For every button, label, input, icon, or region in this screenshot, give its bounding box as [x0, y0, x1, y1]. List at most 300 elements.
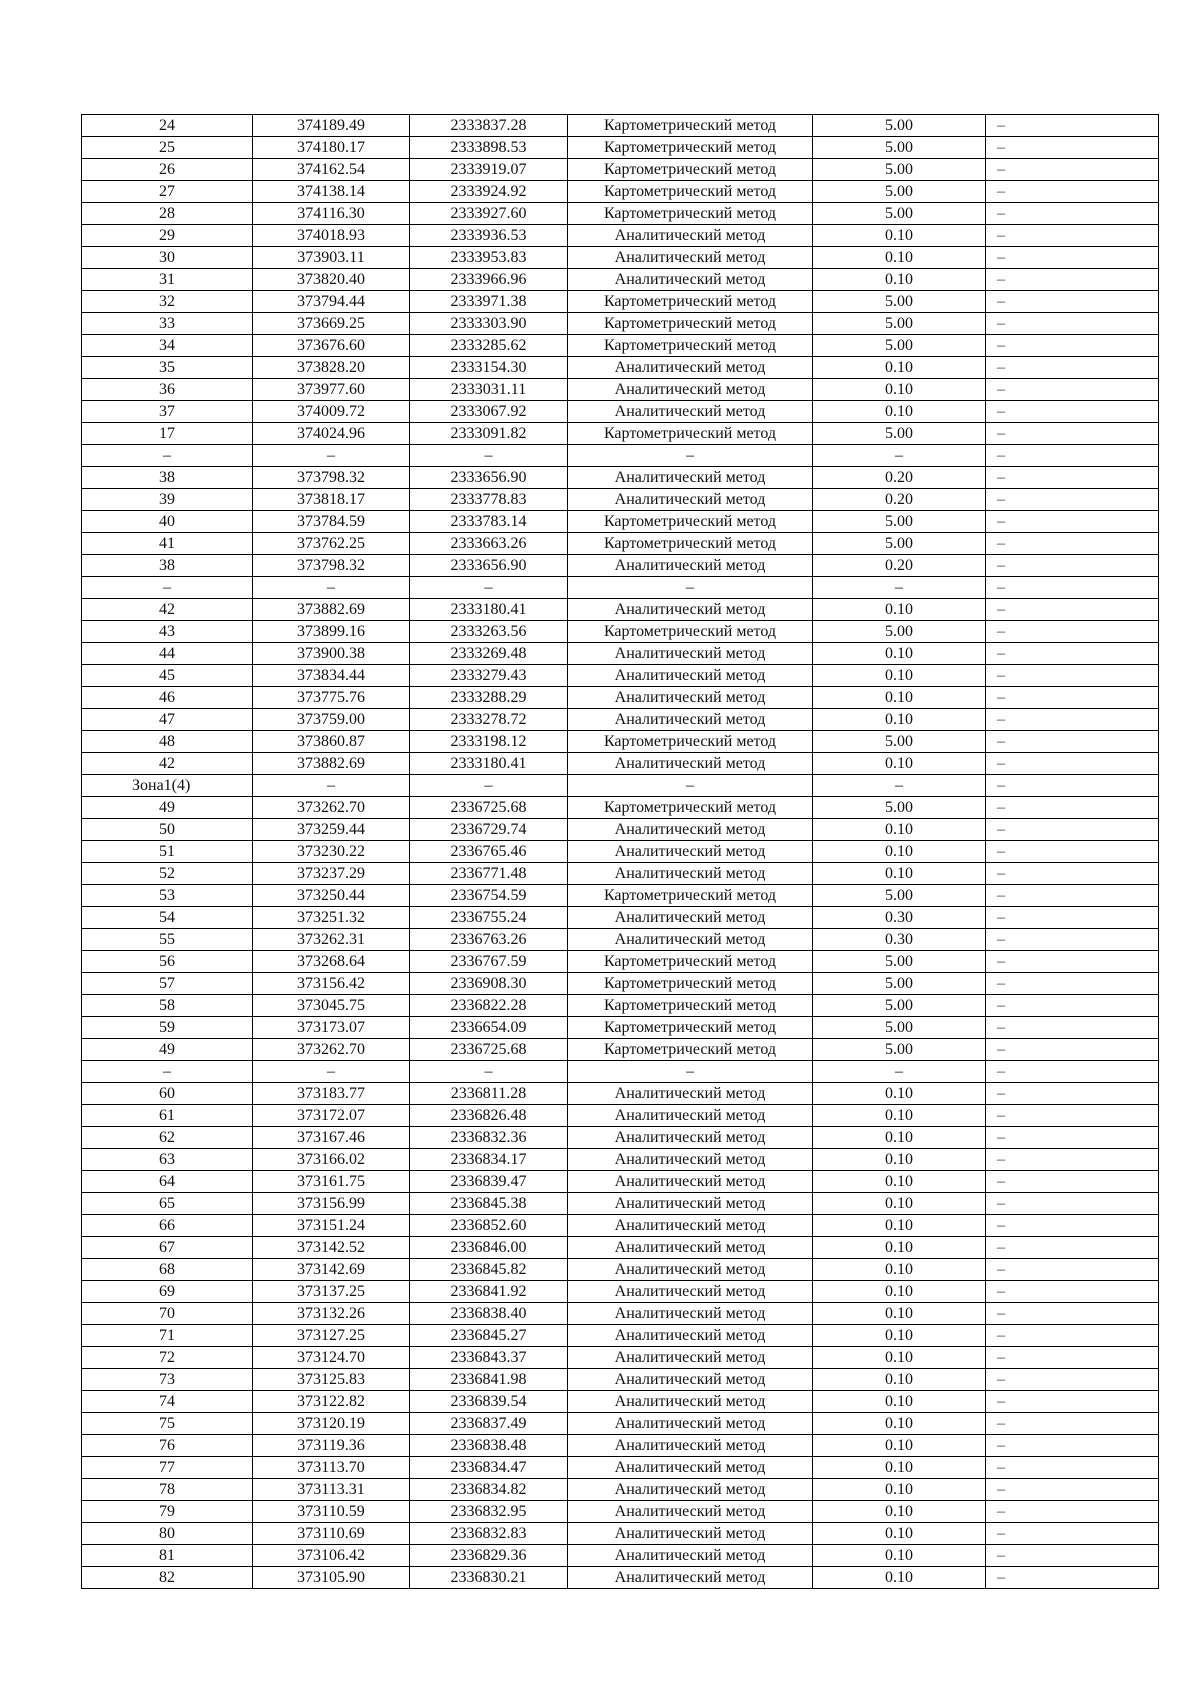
x-coordinate-cell: –: [253, 577, 410, 599]
y-coordinate-cell: 2336838.48: [410, 1435, 568, 1457]
extra-cell: –: [986, 1303, 1159, 1325]
y-coordinate-cell: 2336830.21: [410, 1567, 568, 1589]
y-coordinate-cell: 2336834.82: [410, 1479, 568, 1501]
y-coordinate-cell: –: [410, 445, 568, 467]
method-cell: Картометрический метод: [568, 181, 813, 203]
extra-cell: –: [986, 1347, 1159, 1369]
table-row: [82, 775, 1159, 797]
accuracy-cell: 0.20: [813, 467, 986, 489]
x-coordinate-cell: 373110.69: [253, 1523, 410, 1545]
point-number-cell: 54: [82, 907, 253, 929]
accuracy-cell: 5.00: [813, 335, 986, 357]
table-row: [82, 1259, 1159, 1281]
method-cell: Аналитический метод: [568, 379, 813, 401]
method-cell: Аналитический метод: [568, 1281, 813, 1303]
x-coordinate-cell: 373167.46: [253, 1127, 410, 1149]
extra-cell: –: [986, 1391, 1159, 1413]
extra-cell: –: [986, 1479, 1159, 1501]
method-cell: Картометрический метод: [568, 1017, 813, 1039]
y-coordinate-cell: 2333288.29: [410, 687, 568, 709]
method-cell: Картометрический метод: [568, 423, 813, 445]
x-coordinate-cell: 373122.82: [253, 1391, 410, 1413]
method-cell: Аналитический метод: [568, 1435, 813, 1457]
method-cell: Картометрический метод: [568, 621, 813, 643]
accuracy-cell: 0.10: [813, 1281, 986, 1303]
accuracy-cell: 0.10: [813, 357, 986, 379]
point-number-cell: 72: [82, 1347, 253, 1369]
accuracy-cell: 0.10: [813, 1171, 986, 1193]
method-cell: Аналитический метод: [568, 1457, 813, 1479]
point-number-cell: 77: [82, 1457, 253, 1479]
method-cell: Картометрический метод: [568, 335, 813, 357]
extra-cell: –: [986, 709, 1159, 731]
accuracy-cell: 5.00: [813, 533, 986, 555]
extra-cell: –: [986, 137, 1159, 159]
accuracy-cell: –: [813, 1061, 986, 1083]
y-coordinate-cell: 2333663.26: [410, 533, 568, 555]
y-coordinate-cell: 2333971.38: [410, 291, 568, 313]
x-coordinate-cell: 373156.99: [253, 1193, 410, 1215]
method-cell: Аналитический метод: [568, 225, 813, 247]
method-cell: Картометрический метод: [568, 137, 813, 159]
y-coordinate-cell: 2336852.60: [410, 1215, 568, 1237]
accuracy-cell: 0.10: [813, 753, 986, 775]
x-coordinate-cell: 373166.02: [253, 1149, 410, 1171]
x-coordinate-cell: 373137.25: [253, 1281, 410, 1303]
y-coordinate-cell: 2336654.09: [410, 1017, 568, 1039]
y-coordinate-cell: 2336845.38: [410, 1193, 568, 1215]
extra-cell: –: [986, 1149, 1159, 1171]
extra-cell: –: [986, 929, 1159, 951]
table-row: [82, 1039, 1159, 1061]
y-coordinate-cell: –: [410, 775, 568, 797]
x-coordinate-cell: 373900.38: [253, 643, 410, 665]
point-number-cell: 59: [82, 1017, 253, 1039]
method-cell: Картометрический метод: [568, 995, 813, 1017]
table-row: [82, 885, 1159, 907]
table-row: [82, 599, 1159, 621]
y-coordinate-cell: 2333778.83: [410, 489, 568, 511]
x-coordinate-cell: 373250.44: [253, 885, 410, 907]
extra-cell: –: [986, 885, 1159, 907]
method-cell: Картометрический метод: [568, 533, 813, 555]
extra-cell: –: [986, 313, 1159, 335]
point-number-cell: –: [82, 577, 253, 599]
point-number-cell: 30: [82, 247, 253, 269]
extra-cell: –: [986, 181, 1159, 203]
x-coordinate-cell: 373268.64: [253, 951, 410, 973]
point-number-cell: 74: [82, 1391, 253, 1413]
extra-cell: –: [986, 203, 1159, 225]
x-coordinate-cell: 374180.17: [253, 137, 410, 159]
extra-cell: –: [986, 445, 1159, 467]
table-row: [82, 665, 1159, 687]
method-cell: Аналитический метод: [568, 1413, 813, 1435]
extra-cell: –: [986, 159, 1159, 181]
accuracy-cell: 0.10: [813, 599, 986, 621]
y-coordinate-cell: 2336908.30: [410, 973, 568, 995]
x-coordinate-cell: 373132.26: [253, 1303, 410, 1325]
y-coordinate-cell: 2336846.00: [410, 1237, 568, 1259]
x-coordinate-cell: 374116.30: [253, 203, 410, 225]
x-coordinate-cell: 373251.32: [253, 907, 410, 929]
y-coordinate-cell: 2336763.26: [410, 929, 568, 951]
x-coordinate-cell: 373775.76: [253, 687, 410, 709]
extra-cell: –: [986, 555, 1159, 577]
x-coordinate-cell: 373151.24: [253, 1215, 410, 1237]
accuracy-cell: 0.10: [813, 1303, 986, 1325]
method-cell: Картометрический метод: [568, 203, 813, 225]
point-number-cell: 43: [82, 621, 253, 643]
extra-cell: –: [986, 1457, 1159, 1479]
x-coordinate-cell: 373120.19: [253, 1413, 410, 1435]
point-number-cell: 53: [82, 885, 253, 907]
table-row: [82, 357, 1159, 379]
method-cell: Аналитический метод: [568, 1325, 813, 1347]
method-cell: Аналитический метод: [568, 1369, 813, 1391]
table-row: [82, 1391, 1159, 1413]
accuracy-cell: 0.10: [813, 1215, 986, 1237]
x-coordinate-cell: 373262.31: [253, 929, 410, 951]
accuracy-cell: 0.10: [813, 1457, 986, 1479]
extra-cell: –: [986, 357, 1159, 379]
y-coordinate-cell: 2336843.37: [410, 1347, 568, 1369]
extra-cell: –: [986, 1281, 1159, 1303]
accuracy-cell: 5.00: [813, 181, 986, 203]
coordinates-table: [81, 114, 1159, 1589]
y-coordinate-cell: 2333656.90: [410, 467, 568, 489]
accuracy-cell: 0.10: [813, 401, 986, 423]
accuracy-cell: 5.00: [813, 621, 986, 643]
extra-cell: –: [986, 423, 1159, 445]
method-cell: Аналитический метод: [568, 1193, 813, 1215]
table-row: [82, 1193, 1159, 1215]
point-number-cell: 39: [82, 489, 253, 511]
method-cell: –: [568, 1061, 813, 1083]
y-coordinate-cell: 2333898.53: [410, 137, 568, 159]
accuracy-cell: 0.10: [813, 1127, 986, 1149]
method-cell: Аналитический метод: [568, 1105, 813, 1127]
x-coordinate-cell: 373142.69: [253, 1259, 410, 1281]
extra-cell: –: [986, 291, 1159, 313]
method-cell: Аналитический метод: [568, 665, 813, 687]
table-row: [82, 1457, 1159, 1479]
accuracy-cell: 5.00: [813, 995, 986, 1017]
accuracy-cell: 0.10: [813, 247, 986, 269]
method-cell: Аналитический метод: [568, 1523, 813, 1545]
table-row: [82, 379, 1159, 401]
table-row: [82, 1105, 1159, 1127]
point-number-cell: 82: [82, 1567, 253, 1589]
accuracy-cell: 0.10: [813, 1391, 986, 1413]
point-number-cell: 27: [82, 181, 253, 203]
method-cell: Аналитический метод: [568, 687, 813, 709]
extra-cell: –: [986, 753, 1159, 775]
y-coordinate-cell: 2333180.41: [410, 599, 568, 621]
method-cell: Аналитический метод: [568, 467, 813, 489]
x-coordinate-cell: –: [253, 775, 410, 797]
y-coordinate-cell: 2336754.59: [410, 885, 568, 907]
table-row: [82, 929, 1159, 951]
table-row: [82, 335, 1159, 357]
point-number-cell: 31: [82, 269, 253, 291]
method-cell: Аналитический метод: [568, 709, 813, 731]
y-coordinate-cell: 2336839.54: [410, 1391, 568, 1413]
extra-cell: –: [986, 225, 1159, 247]
y-coordinate-cell: 2336767.59: [410, 951, 568, 973]
extra-cell: –: [986, 1193, 1159, 1215]
point-number-cell: 78: [82, 1479, 253, 1501]
point-number-cell: 36: [82, 379, 253, 401]
table-row: [82, 1171, 1159, 1193]
method-cell: –: [568, 775, 813, 797]
method-cell: Аналитический метод: [568, 1171, 813, 1193]
accuracy-cell: 0.10: [813, 1325, 986, 1347]
point-number-cell: 42: [82, 753, 253, 775]
point-number-cell: 52: [82, 863, 253, 885]
method-cell: –: [568, 445, 813, 467]
extra-cell: –: [986, 247, 1159, 269]
point-number-cell: 48: [82, 731, 253, 753]
y-coordinate-cell: 2333285.62: [410, 335, 568, 357]
point-number-cell: 42: [82, 599, 253, 621]
point-number-cell: 32: [82, 291, 253, 313]
x-coordinate-cell: 373106.42: [253, 1545, 410, 1567]
extra-cell: –: [986, 1325, 1159, 1347]
method-cell: Аналитический метод: [568, 1127, 813, 1149]
y-coordinate-cell: 2336841.92: [410, 1281, 568, 1303]
accuracy-cell: 0.10: [813, 1259, 986, 1281]
table-row: [82, 951, 1159, 973]
table-row: [82, 247, 1159, 269]
x-coordinate-cell: 373882.69: [253, 599, 410, 621]
point-number-cell: 51: [82, 841, 253, 863]
x-coordinate-cell: 373142.52: [253, 1237, 410, 1259]
point-number-cell: 38: [82, 467, 253, 489]
method-cell: Картометрический метод: [568, 973, 813, 995]
point-number-cell: 49: [82, 1039, 253, 1061]
x-coordinate-cell: 373230.22: [253, 841, 410, 863]
table-row: [82, 907, 1159, 929]
table-row: [82, 1237, 1159, 1259]
extra-cell: –: [986, 467, 1159, 489]
x-coordinate-cell: 373119.36: [253, 1435, 410, 1457]
y-coordinate-cell: 2336841.98: [410, 1369, 568, 1391]
point-number-cell: 80: [82, 1523, 253, 1545]
point-number-cell: 60: [82, 1083, 253, 1105]
accuracy-cell: 0.10: [813, 1501, 986, 1523]
extra-cell: –: [986, 907, 1159, 929]
method-cell: Аналитический метод: [568, 1501, 813, 1523]
point-number-cell: 28: [82, 203, 253, 225]
table-row: [82, 1061, 1159, 1083]
y-coordinate-cell: 2336832.36: [410, 1127, 568, 1149]
accuracy-cell: 0.10: [813, 1479, 986, 1501]
method-cell: Аналитический метод: [568, 269, 813, 291]
accuracy-cell: 0.10: [813, 1435, 986, 1457]
point-number-cell: 25: [82, 137, 253, 159]
accuracy-cell: 5.00: [813, 291, 986, 313]
extra-cell: –: [986, 269, 1159, 291]
accuracy-cell: 5.00: [813, 511, 986, 533]
y-coordinate-cell: 2336839.47: [410, 1171, 568, 1193]
x-coordinate-cell: 373105.90: [253, 1567, 410, 1589]
accuracy-cell: 0.10: [813, 1347, 986, 1369]
extra-cell: –: [986, 1501, 1159, 1523]
x-coordinate-cell: 374138.14: [253, 181, 410, 203]
accuracy-cell: 0.10: [813, 1105, 986, 1127]
point-number-cell: 63: [82, 1149, 253, 1171]
table-row: [82, 1567, 1159, 1589]
x-coordinate-cell: 373762.25: [253, 533, 410, 555]
table-row: [82, 203, 1159, 225]
y-coordinate-cell: 2333656.90: [410, 555, 568, 577]
extra-cell: –: [986, 1237, 1159, 1259]
y-coordinate-cell: 2336729.74: [410, 819, 568, 841]
method-cell: Картометрический метод: [568, 1039, 813, 1061]
y-coordinate-cell: 2333067.92: [410, 401, 568, 423]
method-cell: Аналитический метод: [568, 1215, 813, 1237]
x-coordinate-cell: 373784.59: [253, 511, 410, 533]
y-coordinate-cell: 2336834.47: [410, 1457, 568, 1479]
y-coordinate-cell: 2336838.40: [410, 1303, 568, 1325]
table-row: [82, 577, 1159, 599]
point-number-cell: 71: [82, 1325, 253, 1347]
y-coordinate-cell: 2333091.82: [410, 423, 568, 445]
extra-cell: –: [986, 819, 1159, 841]
x-coordinate-cell: 373794.44: [253, 291, 410, 313]
y-coordinate-cell: 2336755.24: [410, 907, 568, 929]
accuracy-cell: 5.00: [813, 1017, 986, 1039]
accuracy-cell: 0.10: [813, 1413, 986, 1435]
point-number-cell: 35: [82, 357, 253, 379]
x-coordinate-cell: 374018.93: [253, 225, 410, 247]
x-coordinate-cell: 373173.07: [253, 1017, 410, 1039]
extra-cell: –: [986, 1127, 1159, 1149]
point-number-cell: –: [82, 1061, 253, 1083]
table-row: [82, 555, 1159, 577]
x-coordinate-cell: 373125.83: [253, 1369, 410, 1391]
accuracy-cell: 0.30: [813, 929, 986, 951]
table-row: [82, 995, 1159, 1017]
table-row: [82, 313, 1159, 335]
point-number-cell: 33: [82, 313, 253, 335]
x-coordinate-cell: 374189.49: [253, 115, 410, 137]
method-cell: Аналитический метод: [568, 599, 813, 621]
extra-cell: –: [986, 115, 1159, 137]
x-coordinate-cell: 373045.75: [253, 995, 410, 1017]
method-cell: Аналитический метод: [568, 1237, 813, 1259]
point-number-cell: 44: [82, 643, 253, 665]
accuracy-cell: 0.10: [813, 269, 986, 291]
method-cell: Аналитический метод: [568, 1567, 813, 1589]
table-row: [82, 687, 1159, 709]
table-row: [82, 137, 1159, 159]
y-coordinate-cell: 2333198.12: [410, 731, 568, 753]
x-coordinate-cell: 373860.87: [253, 731, 410, 753]
table-row: [82, 1281, 1159, 1303]
extra-cell: –: [986, 1061, 1159, 1083]
table-row: [82, 1215, 1159, 1237]
table-row: [82, 533, 1159, 555]
point-number-cell: 62: [82, 1127, 253, 1149]
x-coordinate-cell: 373237.29: [253, 863, 410, 885]
y-coordinate-cell: 2333154.30: [410, 357, 568, 379]
table-row: [82, 621, 1159, 643]
y-coordinate-cell: 2333936.53: [410, 225, 568, 247]
accuracy-cell: 5.00: [813, 313, 986, 335]
y-coordinate-cell: 2333303.90: [410, 313, 568, 335]
point-number-cell: 26: [82, 159, 253, 181]
extra-cell: –: [986, 665, 1159, 687]
table-row: [82, 1369, 1159, 1391]
x-coordinate-cell: 373818.17: [253, 489, 410, 511]
x-coordinate-cell: 373259.44: [253, 819, 410, 841]
method-cell: Аналитический метод: [568, 753, 813, 775]
extra-cell: –: [986, 401, 1159, 423]
point-number-cell: 55: [82, 929, 253, 951]
y-coordinate-cell: 2333837.28: [410, 115, 568, 137]
x-coordinate-cell: 373156.42: [253, 973, 410, 995]
method-cell: Картометрический метод: [568, 313, 813, 335]
accuracy-cell: 5.00: [813, 973, 986, 995]
point-number-cell: 46: [82, 687, 253, 709]
accuracy-cell: 0.20: [813, 555, 986, 577]
table-row: [82, 709, 1159, 731]
accuracy-cell: 5.00: [813, 1039, 986, 1061]
y-coordinate-cell: 2336725.68: [410, 797, 568, 819]
accuracy-cell: 5.00: [813, 115, 986, 137]
extra-cell: –: [986, 599, 1159, 621]
method-cell: Аналитический метод: [568, 555, 813, 577]
method-cell: Картометрический метод: [568, 797, 813, 819]
method-cell: Аналитический метод: [568, 1303, 813, 1325]
accuracy-cell: 0.10: [813, 665, 986, 687]
extra-cell: –: [986, 1017, 1159, 1039]
accuracy-cell: 0.10: [813, 379, 986, 401]
extra-cell: –: [986, 621, 1159, 643]
table-row: [82, 1523, 1159, 1545]
x-coordinate-cell: –: [253, 1061, 410, 1083]
extra-cell: –: [986, 1435, 1159, 1457]
point-number-cell: 56: [82, 951, 253, 973]
extra-cell: –: [986, 1215, 1159, 1237]
accuracy-cell: 5.00: [813, 731, 986, 753]
method-cell: Аналитический метод: [568, 1545, 813, 1567]
y-coordinate-cell: –: [410, 1061, 568, 1083]
accuracy-cell: 0.10: [813, 819, 986, 841]
method-cell: –: [568, 577, 813, 599]
y-coordinate-cell: 2333180.41: [410, 753, 568, 775]
extra-cell: –: [986, 731, 1159, 753]
method-cell: Картометрический метод: [568, 291, 813, 313]
extra-cell: –: [986, 489, 1159, 511]
extra-cell: –: [986, 995, 1159, 1017]
point-number-cell: 73: [82, 1369, 253, 1391]
accuracy-cell: 0.10: [813, 1193, 986, 1215]
point-number-cell: –: [82, 445, 253, 467]
method-cell: Аналитический метод: [568, 841, 813, 863]
extra-cell: –: [986, 379, 1159, 401]
method-cell: Аналитический метод: [568, 819, 813, 841]
point-number-cell: 24: [82, 115, 253, 137]
table-row: [82, 797, 1159, 819]
point-number-cell: 61: [82, 1105, 253, 1127]
x-coordinate-cell: 373161.75: [253, 1171, 410, 1193]
table-row: [82, 225, 1159, 247]
accuracy-cell: –: [813, 445, 986, 467]
table-row: [82, 819, 1159, 841]
